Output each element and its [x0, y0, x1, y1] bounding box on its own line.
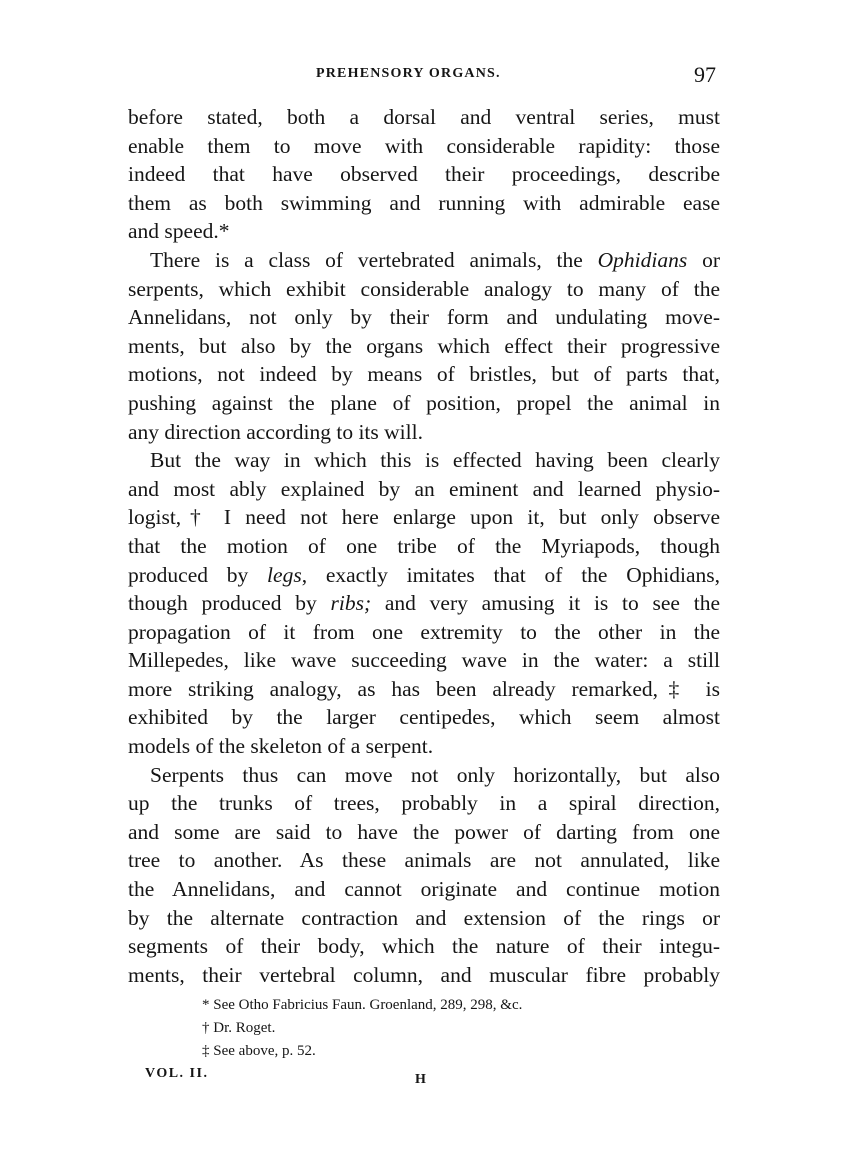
page-number: 97 [694, 62, 716, 87]
body-line: by the alternate contraction and extension of the rings or [128, 905, 720, 930]
italic-term: legs [267, 562, 302, 587]
footnotes [128, 994, 720, 1063]
italic-term: Ophidians [597, 247, 688, 272]
body-line: the Annelidans, and cannot originate and continue motion [128, 877, 720, 902]
volume-label: VOL. II. [145, 1066, 209, 1081]
signature-mark: H [415, 1072, 426, 1087]
body-line: up the trunks of trees, probably in a spiral direction, [128, 791, 720, 816]
body-line: ments, but also by the organs which effect their progressive [128, 333, 720, 358]
italic-term: ribs; [330, 591, 372, 616]
body-line: Serpents thus can move not only horizontally, but also [150, 762, 720, 787]
body-line: enable them to move with considerable rapidity: those [128, 133, 720, 158]
body-line: more striking analogy, as has been already remarked,‡ is [128, 676, 720, 701]
body-line: pushing against the plane of position, propel the animal in [128, 390, 720, 415]
body-line: and most ably explained by an eminent and learned physio- [128, 476, 720, 501]
body-line: them as both swimming and running with admirable ease [128, 190, 720, 215]
running-title: PREHENSORY ORGANS. [316, 66, 501, 81]
body-line: and speed.* [128, 219, 230, 244]
footnote: † Dr. Roget. [202, 1020, 276, 1036]
body-line: propagation of it from one extremity to the other in the [128, 619, 720, 644]
body-line: before stated, both a dorsal and ventral series, must [128, 105, 720, 129]
footnote: * See Otho Fabricius Faun. Groenland, 289, 298, &c. [202, 997, 523, 1013]
body-line: exhibited by the larger centipedes, which seem almost [128, 705, 720, 730]
body-line: But the way in which this is effected having been clearly [150, 448, 720, 473]
body-line: models of the skeleton of a serpent. [128, 734, 434, 759]
body-line: any direction according to its will. [128, 419, 423, 444]
body-line: segments of their body, which the nature of their integu- [128, 934, 720, 959]
body-line: serpents, which exhibit considerable analogy to many of the [128, 276, 720, 301]
body-line: that the motion of one tribe of the Myriapods, though [128, 533, 720, 558]
body-line: and some are said to have the power of darting from one [128, 819, 720, 844]
body-line: produced by legs, exactly imitates that of the Ophidians, [128, 562, 720, 587]
footnote: ‡ See above, p. 52. [202, 1043, 316, 1059]
body-line: motions, not indeed by means of bristles, but of parts that, [128, 362, 720, 387]
body-line: ments, their vertebral column, and muscular fibre probably [128, 962, 720, 987]
body-text [128, 103, 720, 989]
body-line: Millepedes, like wave succeeding wave in the water: a still [128, 648, 720, 673]
body-line: Annelidans, not only by their form and undulating move- [128, 305, 720, 330]
body-line: indeed that have observed their proceedings, describe [128, 162, 720, 187]
body-line: There is a class of vertebrated animals, the Ophidians or [150, 247, 720, 272]
running-head [128, 62, 716, 88]
body-line: tree to another. As these animals are not annulated, like [128, 848, 720, 873]
body-line: logist,† I need not here enlarge upon it, but only observe [128, 505, 720, 530]
body-line: though produced by ribs; and very amusing it is to see the [128, 591, 721, 616]
